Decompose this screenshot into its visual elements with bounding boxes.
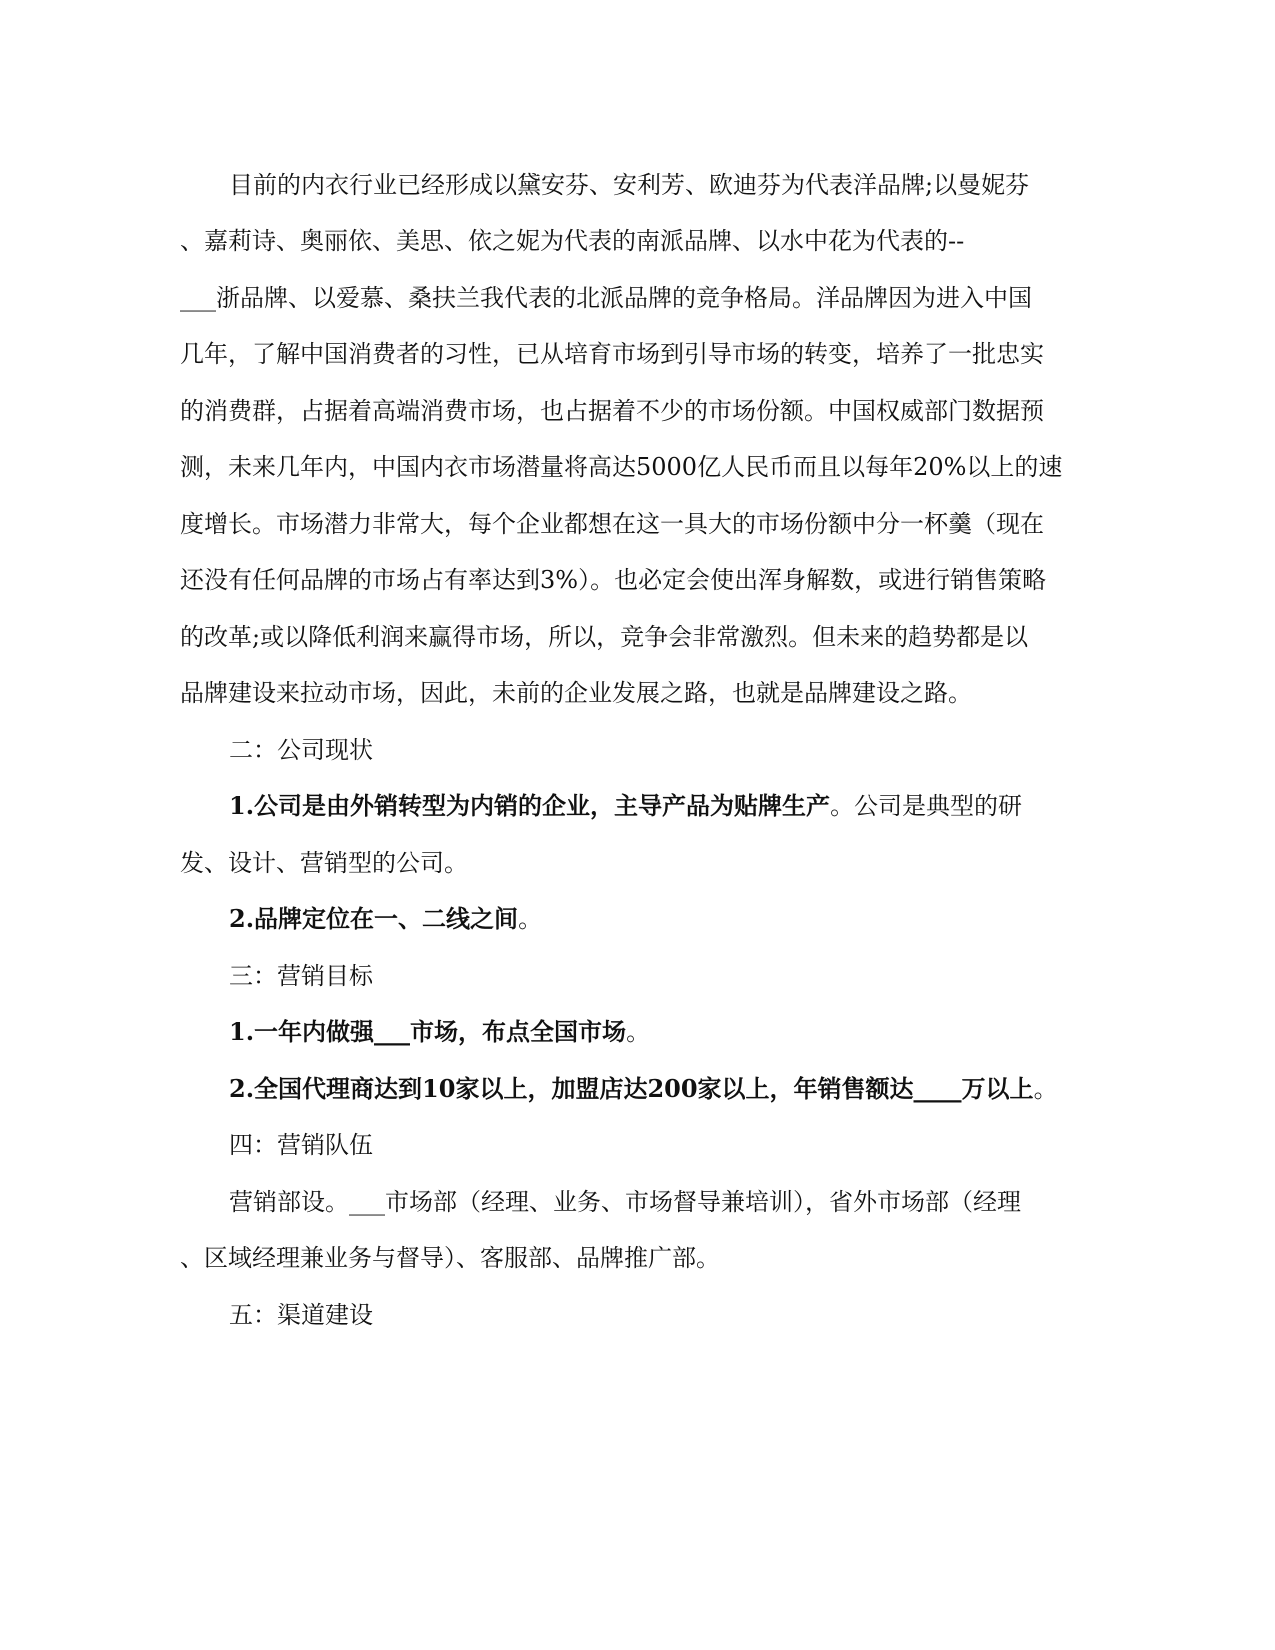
intro-line: 品牌建设来拉动市场，因此，未前的企业发展之路，也就是品牌建设之路。 bbox=[180, 679, 972, 707]
intro-line: 测，未来几年内，中国内衣市场潜量将高达5000亿人民币而且以每年20%以上的速 bbox=[180, 453, 1063, 481]
goal-item-2-bold: 2.全国代理商达到10家以上，加盟店达200家以上，年销售额达____万以上 bbox=[229, 1074, 1034, 1103]
section-heading: 四：营销队伍 bbox=[229, 1131, 373, 1159]
goal-item-1-rest: 。 bbox=[626, 1018, 651, 1046]
intro-line: ___浙品牌、以爱慕、桑扶兰我代表的北派品牌的竞争格局。洋品牌因为进入中国 bbox=[180, 284, 1032, 312]
section-heading: 三：营销目标 bbox=[229, 962, 373, 990]
company-item-1-continued: 发、设计、营销型的公司。 bbox=[180, 849, 468, 877]
intro-line: 度增长。市场潜力非常大，每个企业都想在这一具大的市场份额中分一杯羹（现在 bbox=[180, 510, 1044, 538]
goal-item-2-rest: 。 bbox=[1033, 1075, 1058, 1103]
company-item-1 bbox=[229, 786, 1022, 826]
section-heading: 二：公司现状 bbox=[229, 736, 373, 764]
company-item-2 bbox=[229, 899, 542, 939]
team-line: 营销部设。___市场部（经理、业务、市场督导兼培训），省外市场部（经理 bbox=[229, 1188, 1021, 1216]
company-item-2-rest: 。 bbox=[518, 905, 543, 933]
intro-line: 的消费群，占据着高端消费市场，也占据着不少的市场份额。中国权威部门数据预 bbox=[180, 397, 1044, 425]
team-line: 、区域经理兼业务与督导）、客服部、品牌推广部。 bbox=[180, 1244, 720, 1272]
intro-line: 的改革;或以降低利润来赢得市场，所以，竞争会非常激烈。但未来的趋势都是以 bbox=[180, 623, 1029, 651]
intro-line: 还没有任何品牌的市场占有率达到3%）。也必定会使出浑身解数，或进行销售策略 bbox=[180, 566, 1047, 594]
intro-line: 目前的内衣行业已经形成以黛安芬、安利芳、欧迪芬为代表洋品牌;以曼妮芬 bbox=[229, 171, 1030, 199]
goal-item-1-bold: 1.一年内做强___市场，布点全国市场 bbox=[229, 1017, 627, 1046]
goal-item-1 bbox=[229, 1012, 650, 1052]
company-item-2-bold: 2.品牌定位在一、二线之间 bbox=[229, 904, 519, 933]
intro-line: 几年，了解中国消费者的习性，已从培育市场到引导市场的转变，培养了一批忠实 bbox=[180, 340, 1044, 368]
section-heading: 五：渠道建设 bbox=[229, 1301, 373, 1329]
company-item-1-bold: 1.公司是由外销转型为内销的企业，主导产品为贴牌生产 bbox=[229, 791, 831, 820]
company-item-1-rest: 。公司是典型的研 bbox=[830, 792, 1023, 820]
intro-line: 、嘉莉诗、奥丽依、美思、依之妮为代表的南派品牌、以水中花为代表的-- bbox=[180, 227, 965, 255]
goal-item-2 bbox=[229, 1069, 1058, 1109]
